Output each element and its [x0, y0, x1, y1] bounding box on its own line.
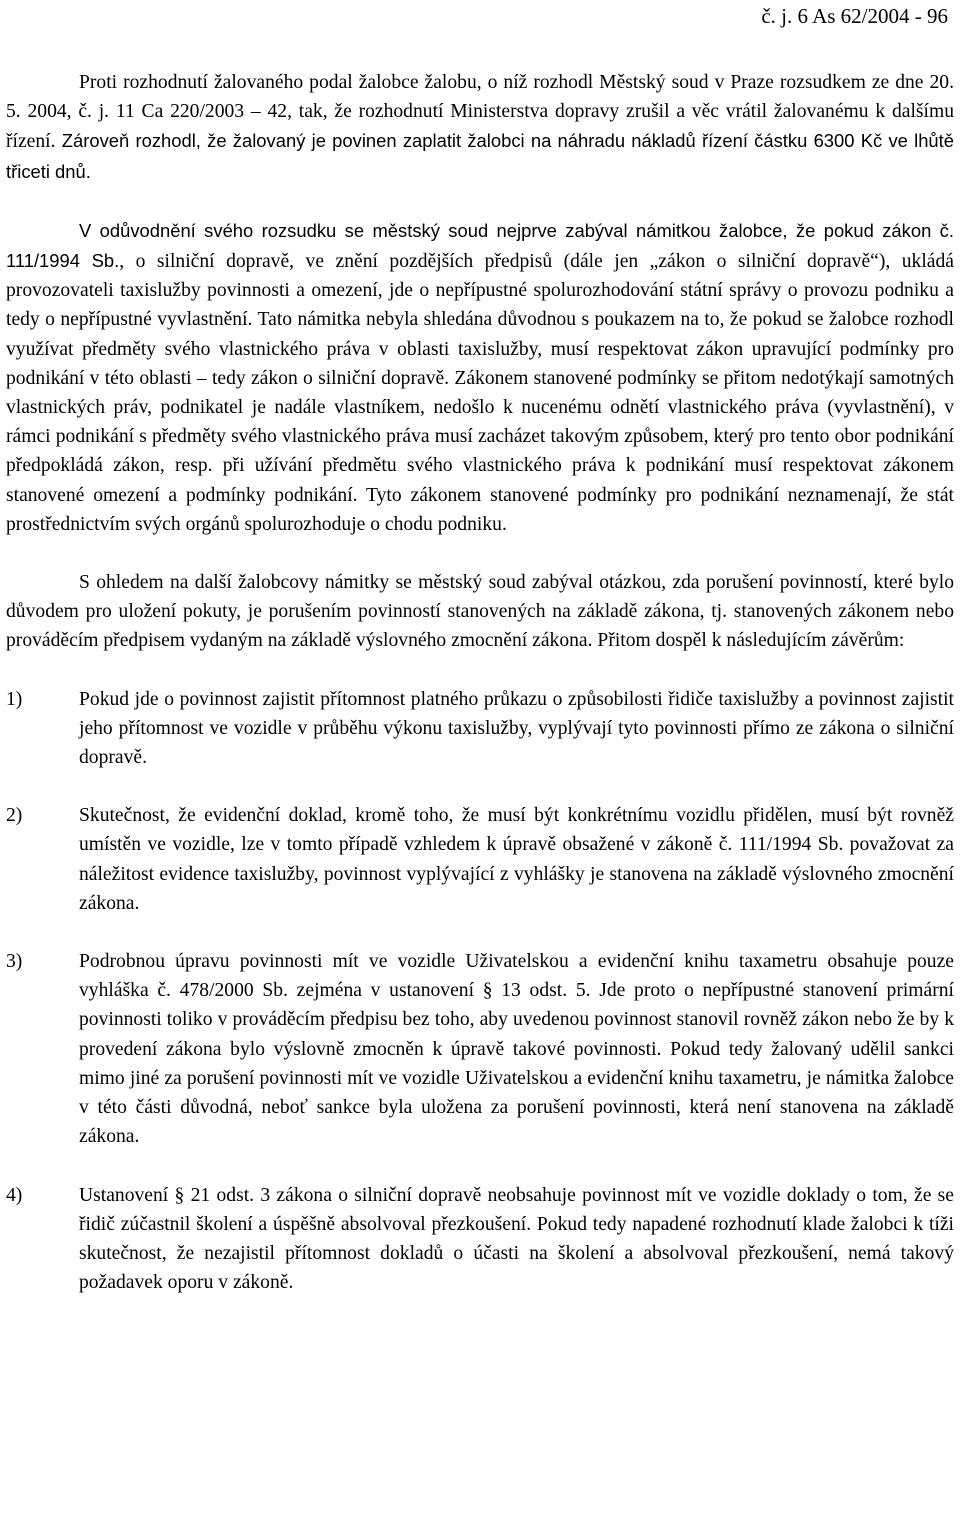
conclusion-item-1	[6, 685, 954, 773]
conclusion-number: 1)	[6, 688, 23, 710]
reasoning-text-serif: , o silniční dopravě, ve znění pozdějších předpisů (dále jen „zákon o silniční dopravě“), ukládá provozovateli taxislužby povinnosti a omezení, jde o nepřípustné spolurozhodování státní správy o provozu podniku a tedy o nepřípustné vyvlastnění. Tato námitka nebyla shledána důvodnou s poukazem na to, že pokud se žalobce rozhodl využívat předměty svého vlastnického práva v oblasti taxislužby, musí respektovat zákon upravující podmínky pro podnikání v této oblasti – tedy zákon o silniční dopravě. Zákonem stanovené podmínky se přitom nedotýkají samotných vlastnických práv, podnikatel je nadále vlastníkem, nedošlo k nucenému odnětí vlastnického práva (vyvlastnění), v rámci podnikání s předměty svého vlastnického práva musí zacházet takovým způsobem, který pro tento obor podnikání předpokládá zákon, resp. při užívání předmětu svého vlastnického práva k podnikání musí respektovat zákonem stanovené omezení a podmínky podnikání. Tyto zákonem stanovené podmínky pro podnikání neznamenají, že stát prostřednictvím svých orgánů spolurozhoduje o chodu podniku.	[6, 251, 954, 535]
conclusion-text: Skutečnost, že evidenční doklad, kromě toho, že musí být konkrétnímu vozidlu přidělen, musí být rovněž umístěn ve vozidle, lze v tomto případě vzhledem k úpravě obsažené v zákoně č. 111/1994 Sb. považovat za náležitost evidence taxislužby, povinnost vyplývající z vyhlášky je stanovena na základě výslovného zmocnění zákona.	[79, 805, 954, 914]
further-paragraph: S ohledem na další žalobcovy námitky se městský soud zabýval otázkou, zda porušení povinností, které bylo důvodem pro uložení pokuty, je porušením povinností stanovených na základě zákona, tj. stanovených zákonem nebo prováděcím předpisem vydaným na základě výslovného zmocnění zákona. Přitom dospěl k následujícím závěrům:	[6, 572, 954, 652]
document-body	[6, 68, 954, 1297]
conclusion-item-2	[6, 801, 954, 918]
conclusion-text: Ustanovení § 21 odst. 3 zákona o silniční dopravě neobsahuje povinnost mít ve vozidle doklady o tom, že se řidič zúčastnil školení a úspěšně absolvoval přezkoušení. Pokud tedy napadené rozhodnutí klade žalobci k tíži skutečnost, že nezajistil přítomnost dokladů o účasti na školení a absolvoval přezkoušení, nemá takový požadavek oporu v zákoně.	[79, 1184, 954, 1294]
case-number: č. j. 6 As 62/2004 - 96	[761, 4, 948, 28]
reasoning-paragraph	[6, 216, 954, 539]
conclusion-text: Podrobnou úpravu povinnosti mít ve vozidle Uživatelskou a evidenční knihu taxametru obsahuje pouze vyhláška č. 478/2000 Sb. zejména v ustanovení § 13 odst. 5. Jde proto o nepřípustné stanovení primární povinnosti toliko v prováděcím předpisu bez toho, aby uvedenou povinnost stanovil rovněž zákon nebo že by k provedení zákona bylo výslovně zmocněn k úpravě takové povinnosti. Pokud tedy žalovaný udělil sankci mimo jiné za porušení povinnosti mít ve vozidle Uživatelskou a evidenční knihu taxametru, je námitka žalobce v této části důvodná, neboť sankce byla uložena za porušení povinnosti, která není stanovena na základě zákona.	[79, 951, 954, 1148]
conclusion-number: 2)	[6, 805, 23, 827]
conclusion-number: 4)	[6, 1184, 23, 1206]
intro-paragraph	[6, 68, 954, 187]
intro-text-sans: Zároveň rozhodl, že žalovaný je povinen zaplatit žalobci na náhradu nákladů řízení částku 6300 Kč ve lhůtě třiceti dnů.	[6, 130, 954, 182]
conclusion-text: Pokud jde o povinnost zajistit přítomnost platného průkazu o způsobilosti řidiče taxislužby a povinnost zajistit jeho přítomnost ve vozidle v průběhu výkonu taxislužby, vyplývají tyto povinnosti přímo ze zákona o silniční dopravě.	[79, 688, 954, 769]
conclusion-number: 3)	[6, 951, 23, 973]
conclusion-item-3	[6, 947, 954, 1151]
intro-text-serif: Proti rozhodnutí žalovaného podal žalobce žalobu, o níž rozhodl Městský soud v Praze rozsudkem ze dne 20. 5. 2004, č. j. 11 Ca 220/2003 – 42, tak, že rozhodnutí Ministerstva dopravy zrušil a věc vrátil žalovanému k dalšímu řízení.	[6, 72, 954, 153]
reasoning-text-sans: V odůvodnění svého rozsudku se městský soud nejprve zabýval námitkou žalobce, že pokud zákon č. 111/1994 Sb.	[6, 219, 954, 272]
conclusion-item-4	[6, 1181, 954, 1298]
